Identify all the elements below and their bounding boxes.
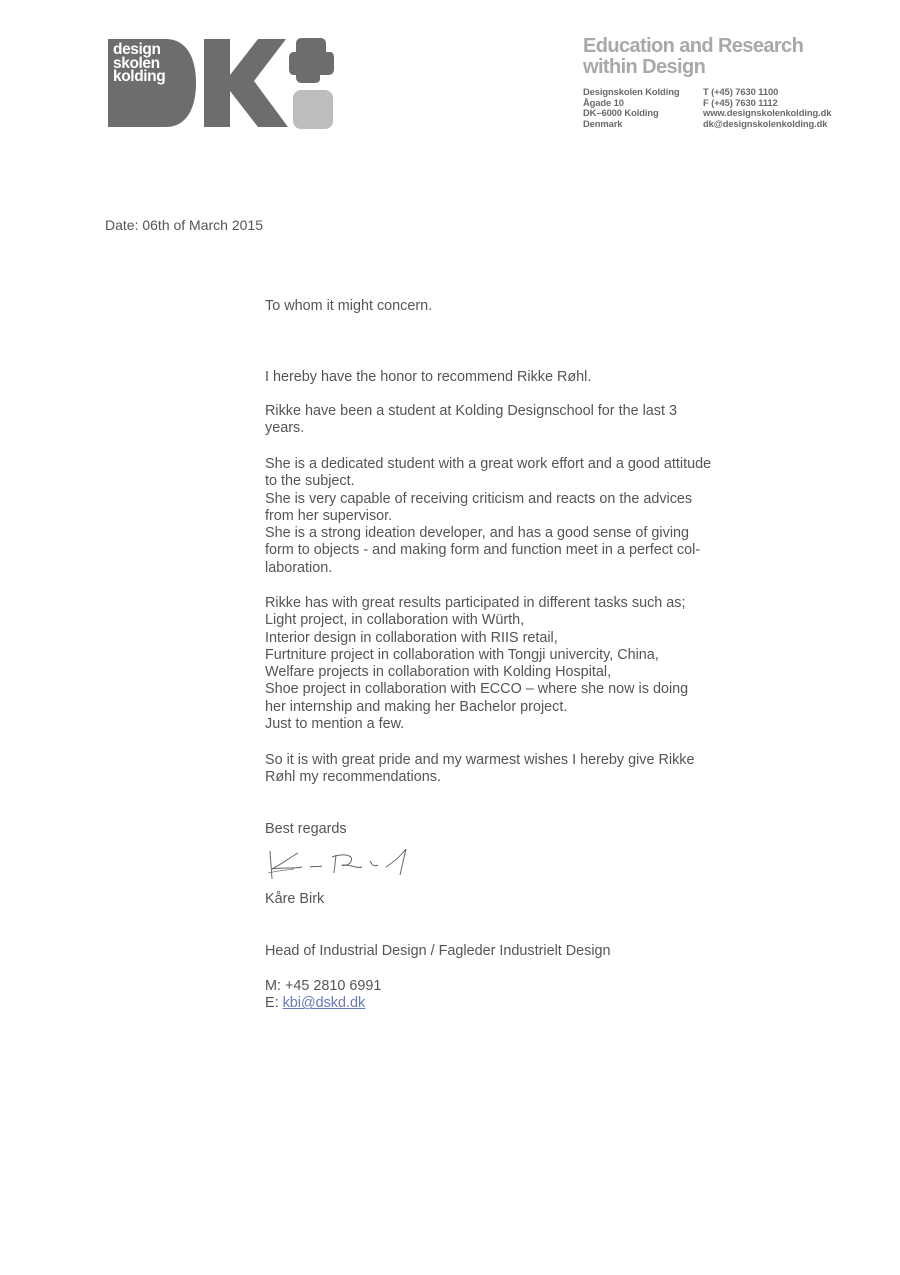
closing-line: Best regards — [265, 821, 347, 837]
address-line: Denmark — [583, 117, 623, 129]
paragraph-5 — [265, 752, 755, 787]
signer-contact — [265, 978, 755, 1013]
paragraph-4 — [265, 595, 755, 733]
signer-email-line — [265, 995, 755, 1012]
school-address — [583, 87, 679, 129]
logo-wordmark — [113, 43, 183, 84]
phone-line: T (+45) 7630 1100 — [703, 86, 779, 97]
logo-k-shape — [204, 39, 288, 127]
greeting-line: To whom it might concern. — [265, 298, 433, 314]
text-line: Røhl my recommendations. — [265, 769, 441, 786]
email-link[interactable]: kbi@dskd.dk — [282, 995, 366, 1012]
logo-plus-shape — [289, 38, 334, 83]
text-line: She is a strong ideation developer, and has a good sense of giving — [265, 525, 690, 542]
signer-title: Head of Industrial Design / Fagleder Industrielt Design — [265, 943, 611, 959]
signer-title-block — [265, 943, 755, 960]
logo-line-3: kolding — [113, 68, 166, 85]
logo-light-square — [293, 90, 333, 129]
text-line: Shoe project in collaboration with ECCO – where she now is doing — [265, 681, 689, 698]
signer-name-block — [265, 891, 755, 908]
text-line: Rikke has with great results participated in different tasks such as; — [265, 595, 686, 611]
paragraph-3 — [265, 456, 755, 577]
text-line: from her supervisor. — [265, 507, 393, 524]
signer-name: Kåre Birk — [265, 891, 325, 907]
text-line: her internship and making her Bachelor project. — [265, 698, 568, 715]
logo-line-1: design — [113, 41, 161, 58]
tagline-line-2: within Design — [583, 56, 706, 78]
text-line: laboration. — [265, 559, 333, 576]
address-line: Designskolen Kolding — [583, 86, 680, 97]
greeting — [265, 298, 755, 315]
text-line: Interior design in collaboration with RIIS retail, — [265, 629, 558, 646]
tagline-line-1: Education and Research — [583, 35, 804, 57]
text-line: She is a dedicated student with a great work effort and a good attitude — [265, 456, 712, 472]
address-line: DK–6000 Kolding — [583, 107, 659, 119]
paragraph-1 — [265, 369, 755, 386]
paragraph-2 — [265, 403, 755, 438]
text-line: Furtniture project in collaboration with Tongji univercity, China, — [265, 646, 659, 663]
fax-line: F (+45) 7630 1112 — [703, 96, 778, 108]
text-line: I hereby have the honor to recommend Rikke Røhl. — [265, 369, 592, 385]
header-tagline — [583, 36, 853, 78]
school-contact — [703, 87, 831, 129]
text-line: Welfare projects in collaboration with Kolding Hospital, — [265, 664, 612, 681]
closing — [265, 821, 755, 838]
logo-line-2: skolen — [113, 54, 160, 72]
address-line: Ågade 10 — [583, 96, 624, 108]
text-line: Rikke have been a student at Kolding Designschool for the last 3 — [265, 403, 677, 419]
text-line: So it is with great pride and my warmest wishes I hereby give Rikke — [265, 752, 695, 768]
text-line: Just to mention a few. — [265, 716, 405, 733]
letter-date: Date: 06th of March 2015 — [105, 217, 263, 233]
text-line: She is very capable of receiving criticism and reacts on the advices — [265, 490, 693, 507]
text-line: to the subject. — [265, 473, 355, 490]
signer-mobile: M: +45 2810 6991 — [265, 978, 382, 994]
text-line: form to objects - and making form and function meet in a perfect col- — [265, 542, 701, 559]
email-prefix: E: — [265, 995, 283, 1012]
text-line: Light project, in collaboration with Würth, — [265, 612, 525, 629]
handwritten-signature — [266, 847, 412, 883]
text-line: years. — [265, 420, 305, 437]
email-line: dk@designskolenkolding.dk — [703, 117, 828, 129]
website-line: www.designskolenkolding.dk — [703, 107, 832, 119]
